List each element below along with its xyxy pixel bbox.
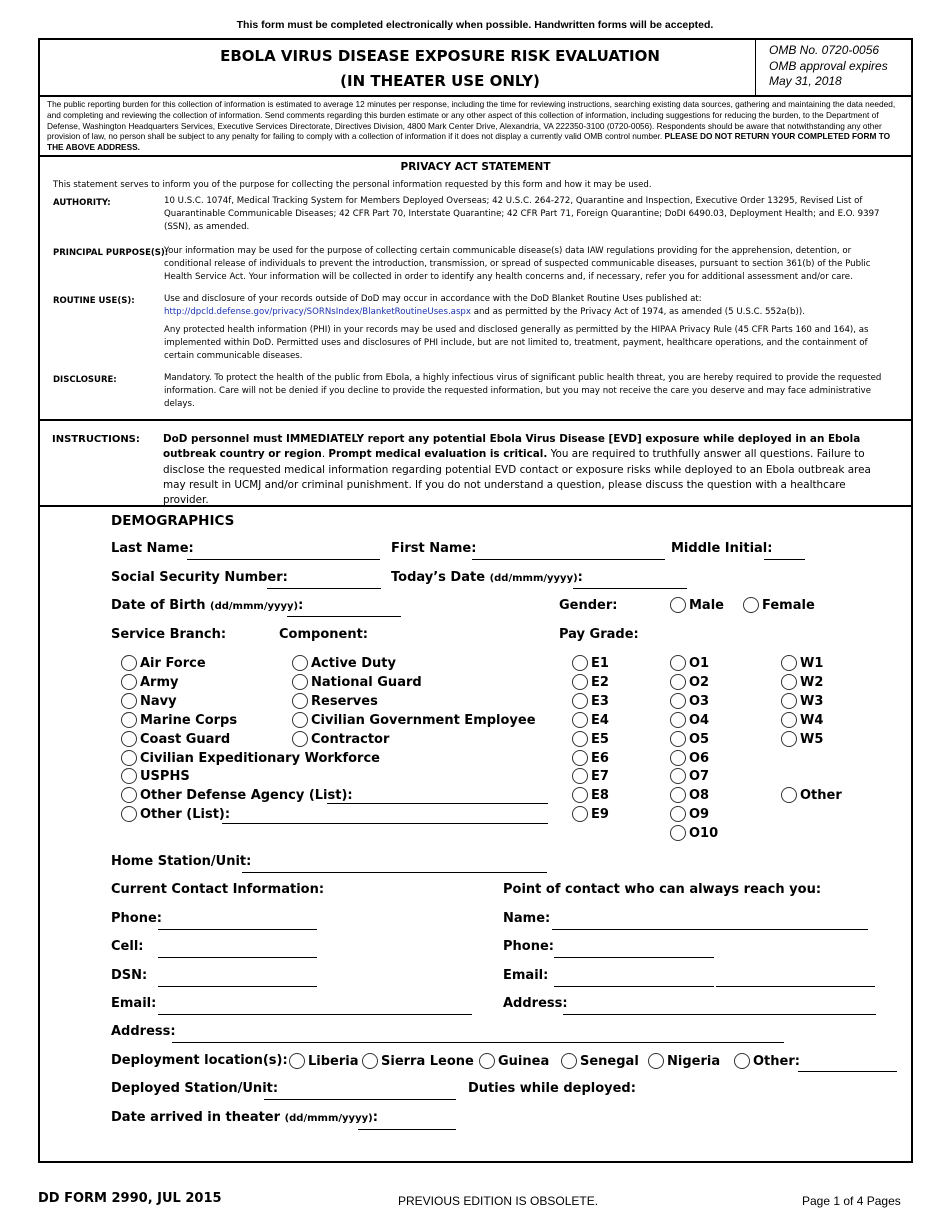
component-item-label: Reserves xyxy=(311,693,378,709)
ssn-label: Social Security Number: xyxy=(111,570,288,585)
component-radio[interactable] xyxy=(292,693,308,709)
demographics-divider xyxy=(38,505,913,507)
todays-date-label xyxy=(391,570,583,585)
branch-option[interactable] xyxy=(121,731,230,747)
instructions-label: INSTRUCTIONS: xyxy=(52,434,140,445)
middle-initial-input[interactable] xyxy=(764,559,805,560)
branch-label: Navy xyxy=(140,693,177,709)
poc-name-label: Name: xyxy=(503,911,551,926)
omb-number: OMB No. 0720-0056 xyxy=(769,43,880,57)
cell-input[interactable] xyxy=(158,957,317,958)
component-option[interactable] xyxy=(292,712,536,728)
location-radio[interactable] xyxy=(289,1053,305,1069)
omb-date: May 31, 2018 xyxy=(769,74,842,88)
grade-o-option[interactable] xyxy=(670,750,709,766)
poc-phone-input[interactable] xyxy=(554,957,714,958)
dob-colon: : xyxy=(298,598,304,613)
grade-radio[interactable] xyxy=(572,768,588,784)
component-radio[interactable] xyxy=(292,655,308,671)
poc-address-label: Address: xyxy=(503,996,568,1011)
component-item-label: Civilian Government Employee xyxy=(311,712,536,728)
grade-radio[interactable] xyxy=(572,806,588,822)
branch-radio[interactable] xyxy=(121,731,137,747)
branch-option[interactable] xyxy=(121,750,380,766)
location-option[interactable] xyxy=(479,1053,549,1069)
privacy-title: PRIVACY ACT STATEMENT xyxy=(400,161,551,173)
grade-e-option[interactable] xyxy=(572,693,609,709)
authority-label: AUTHORITY: xyxy=(53,198,111,208)
location-label: Senegal xyxy=(580,1053,639,1069)
grade-e-option[interactable] xyxy=(572,712,609,728)
location-label: Guinea xyxy=(498,1053,550,1069)
grade-label: W1 xyxy=(800,655,824,671)
branch-radio[interactable] xyxy=(121,806,137,822)
grade-label: O10 xyxy=(689,825,719,841)
grade-label: E9 xyxy=(591,806,609,822)
instructions-rest: You are required to truthfully answer all questions. Failure to disclose the requested medical information regarding potential EVD contact or exposure risks while deployed to an Ebola outbreak area may result in UCMJ and/or criminal punishment. If you do not understand a question, please discuss the question with a healthcare provider. xyxy=(163,448,871,507)
component-item-label: Active Duty xyxy=(311,655,396,671)
grade-o-option[interactable] xyxy=(670,768,709,784)
component-item-label: National Guard xyxy=(311,674,422,690)
grade-label: O4 xyxy=(689,712,710,728)
location-radio[interactable] xyxy=(648,1053,664,1069)
grade-radio[interactable] xyxy=(670,806,686,822)
routine-text-1: Use and disclosure of your records outside of DoD may occur in accordance with the DoD Blanket Routine Uses published at: xyxy=(164,294,702,304)
omb-approval: OMB approval expires xyxy=(769,58,888,73)
grade-label: O3 xyxy=(689,693,710,709)
branch-label: Marine Corps xyxy=(140,712,238,728)
dob-text: Date of Birth xyxy=(111,598,206,613)
routine-text xyxy=(164,293,889,319)
male-label: Male xyxy=(689,597,724,613)
instructions-divider xyxy=(38,419,913,421)
obsolete-notice: PREVIOUS EDITION IS OBSOLETE. xyxy=(398,1194,599,1208)
grade-o-option[interactable] xyxy=(670,806,709,822)
grade-label: O7 xyxy=(689,768,710,784)
grade-radio[interactable] xyxy=(781,712,797,728)
female-label: Female xyxy=(762,597,815,613)
poc-email-label: Email: xyxy=(503,968,549,983)
privacy-divider xyxy=(38,155,913,157)
page-number: Page 1 of 4 Pages xyxy=(802,1194,901,1208)
grade-radio[interactable] xyxy=(572,655,588,671)
grade-radio[interactable] xyxy=(781,693,797,709)
grade-label: W4 xyxy=(800,712,824,728)
location-label: Liberia xyxy=(308,1053,359,1069)
gender-label: Gender: xyxy=(559,598,618,613)
email-input[interactable] xyxy=(158,1014,472,1015)
form-title: EBOLA VIRUS DISEASE EXPOSURE RISK EVALUATION xyxy=(220,47,660,65)
dsn-input[interactable] xyxy=(158,986,317,987)
instructions-bold-1: DoD personnel must IMMEDIATELY report any potential Ebola Virus Disease [EVD] exposure while deployed in an Ebola outbreak country or region xyxy=(163,433,861,461)
location-label: Other: xyxy=(753,1053,800,1069)
branch-option[interactable] xyxy=(121,806,230,822)
top-note: This form must be completed electronically when possible. Handwritten forms will be accepted. xyxy=(236,19,714,31)
grade-label: E5 xyxy=(591,731,609,747)
grade-o-option[interactable] xyxy=(670,731,709,747)
grade-radio[interactable] xyxy=(670,750,686,766)
privacy-intro: This statement serves to inform you of the purpose for collecting the personal information requested by this form and how it may be used. xyxy=(53,180,652,190)
grade-radio[interactable] xyxy=(670,787,686,803)
disclosure-text: Mandatory. To protect the health of the public from Ebola, a highly infectious virus of significant public health threat, you are hereby required to provide the requested information. Care will not be denied if you decline to provide the requested information, but you may not receive the care you deserve and may face administrative delays. xyxy=(164,373,882,410)
grade-radio[interactable] xyxy=(572,750,588,766)
component-radio[interactable] xyxy=(292,731,308,747)
dob-format: (dd/mmm/yyyy) xyxy=(210,601,299,612)
grade-o-option[interactable] xyxy=(670,674,709,690)
grade-o-option[interactable] xyxy=(670,712,709,728)
location-option[interactable] xyxy=(561,1053,639,1069)
date-arrived-label xyxy=(111,1110,378,1125)
pay-grade-label: Pay Grade: xyxy=(559,627,639,642)
grade-e-option[interactable] xyxy=(572,674,609,690)
poc-phone-label: Phone: xyxy=(503,939,554,954)
branch-option[interactable] xyxy=(121,674,179,690)
grade-label: W2 xyxy=(800,674,824,690)
grade-radio[interactable] xyxy=(572,693,588,709)
other-defense-agency-input[interactable] xyxy=(327,803,548,804)
gender-female-option[interactable] xyxy=(743,597,815,613)
middle-initial-label: Middle Initial: xyxy=(671,541,773,556)
instructions-text xyxy=(163,432,883,508)
home-station-label: Home Station/Unit: xyxy=(111,854,252,869)
header-divider xyxy=(38,95,913,97)
grade-w-option[interactable] xyxy=(781,712,823,728)
grade-label: O1 xyxy=(689,655,710,671)
component-option[interactable] xyxy=(292,693,378,709)
demographics-title: DEMOGRAPHICS xyxy=(111,513,235,529)
branch-option[interactable] xyxy=(121,787,353,803)
other-branch-input[interactable] xyxy=(222,823,548,824)
grade-radio[interactable] xyxy=(670,655,686,671)
grade-w-option[interactable] xyxy=(781,674,823,690)
location-radio[interactable] xyxy=(479,1053,495,1069)
grade-other-label: Other xyxy=(800,787,842,803)
home-station-input[interactable] xyxy=(242,872,547,873)
branch-radio[interactable] xyxy=(121,787,137,803)
branch-radio[interactable] xyxy=(121,768,137,784)
last-name-label: Last Name: xyxy=(111,541,194,556)
grade-radio[interactable] xyxy=(670,731,686,747)
grade-e-option[interactable] xyxy=(572,768,609,784)
location-option[interactable] xyxy=(289,1053,359,1069)
grade-radio[interactable] xyxy=(572,731,588,747)
poc-email-input-1[interactable] xyxy=(554,986,714,987)
grade-label: E6 xyxy=(591,750,609,766)
routine-label: ROUTINE USE(S): xyxy=(53,296,135,306)
grade-other-radio[interactable] xyxy=(781,787,797,803)
component-option[interactable] xyxy=(292,731,389,747)
todays-date-input[interactable] xyxy=(573,588,687,589)
first-name-input[interactable] xyxy=(472,559,665,560)
grade-radio[interactable] xyxy=(781,731,797,747)
grade-e-option[interactable] xyxy=(572,731,609,747)
address-label: Address: xyxy=(111,1024,176,1039)
instructions-sep: . xyxy=(321,448,329,461)
grade-radio[interactable] xyxy=(670,674,686,690)
component-radio[interactable] xyxy=(292,712,308,728)
burden-emphasis: PLEASE DO NOT RETURN YOUR COMPLETED FORM TO THE ABOVE ADDRESS. xyxy=(47,131,891,153)
todays-date-colon: : xyxy=(577,570,583,585)
omb-info xyxy=(769,43,888,90)
grade-label: O6 xyxy=(689,750,710,766)
branch-option[interactable] xyxy=(121,712,237,728)
grade-label: W5 xyxy=(800,731,824,747)
grade-label: W3 xyxy=(800,693,824,709)
poc-address-input[interactable] xyxy=(563,1014,876,1015)
grade-radio[interactable] xyxy=(781,655,797,671)
grade-radio[interactable] xyxy=(670,712,686,728)
branch-label: Other (List): xyxy=(140,806,231,822)
grade-radio[interactable] xyxy=(572,712,588,728)
branch-label: USPHS xyxy=(140,768,190,784)
grade-other-option[interactable] xyxy=(781,787,842,803)
deployment-location-label: Deployment location(s): xyxy=(111,1053,288,1068)
male-radio[interactable] xyxy=(670,597,686,613)
female-radio[interactable] xyxy=(743,597,759,613)
branch-radio[interactable] xyxy=(121,750,137,766)
branch-label: Army xyxy=(140,674,179,690)
grade-w-option[interactable] xyxy=(781,693,823,709)
grade-label: E7 xyxy=(591,768,609,784)
grade-e-option[interactable] xyxy=(572,750,609,766)
location-other-input[interactable] xyxy=(798,1071,897,1072)
ssn-input[interactable] xyxy=(267,588,381,589)
branch-label: Civilian Expeditionary Workforce xyxy=(140,750,380,766)
branch-option[interactable] xyxy=(121,655,206,671)
grade-radio[interactable] xyxy=(670,768,686,784)
gender-male-option[interactable] xyxy=(670,597,724,613)
dob-label xyxy=(111,598,303,613)
address-input[interactable] xyxy=(172,1042,784,1043)
component-label: Component: xyxy=(279,627,368,642)
grade-label: E3 xyxy=(591,693,609,709)
grade-o-option[interactable] xyxy=(670,787,709,803)
grade-o-option[interactable] xyxy=(670,693,709,709)
instructions-bold-2: Prompt medical evaluation is critical. xyxy=(328,448,548,461)
grade-label: O8 xyxy=(689,787,710,803)
grade-label: E4 xyxy=(591,712,609,728)
grade-radio[interactable] xyxy=(572,674,588,690)
grade-w-option[interactable] xyxy=(781,731,823,747)
routine-uses-link[interactable]: http://dpcld.defense.gov/privacy/SORNsIndex/BlanketRoutineUses.aspx xyxy=(164,307,471,318)
last-name-input[interactable] xyxy=(187,559,380,560)
date-arrived-text: Date arrived in theater xyxy=(111,1110,281,1125)
poc-name-input[interactable] xyxy=(552,929,868,930)
dsn-label: DSN: xyxy=(111,968,148,983)
location-radio[interactable] xyxy=(734,1053,750,1069)
component-radio[interactable] xyxy=(292,674,308,690)
branch-option[interactable] xyxy=(121,693,177,709)
burden-text: The public reporting burden for this collection of information is estimated to average 12 minutes per response, including the time for reviewing instructions, searching existing data sources, gathering and maintaining the data needed, and completing and reviewing the collection of information. Send comments regarding this burden estimate or any other aspect of this collection of information, including suggestions for reducing the burden, to the Department of Defense, Washington Headquarters Services, Executive Services Directorate, Directives Division, 4800 Mark Center Drive, Alexandria, VA 222350-3100 (0720-0056). Respondents should be aware that notwithstanding any other provision of law, no person shall be subject to any penalty for failing to comply with a collection of information if it does not display a currently valid OMB control number. xyxy=(47,99,896,142)
grade-label: E1 xyxy=(591,655,609,671)
phone-label: Phone: xyxy=(111,911,162,926)
authority-text: 10 U.S.C. 1074f, Medical Tracking System for Members Deployed Overseas; 42 U.S.C. 264-272, Quarantine and Inspection, Executive Order 13295, Revised List of Quarantinable Communicable Diseases; 42 CFR Part 70, Interstate Quarantine; 42 CFR Part 71, Foreign Quarantine; DoDI 6490.03, Deployment Health; and E.O. 9397 (SSN), as amended. xyxy=(164,196,880,233)
grade-e-option[interactable] xyxy=(572,806,609,822)
grade-label: O2 xyxy=(689,674,710,690)
burden-statement xyxy=(47,99,897,153)
grade-o-option[interactable] xyxy=(670,825,718,841)
grade-o-option[interactable] xyxy=(670,655,709,671)
poc-email-input-2[interactable] xyxy=(716,986,875,987)
cell-label: Cell: xyxy=(111,939,144,954)
location-option[interactable] xyxy=(362,1053,474,1069)
location-label: Nigeria xyxy=(667,1053,721,1069)
poc-label: Point of contact who can always reach you: xyxy=(503,882,822,897)
todays-date-text: Today’s Date xyxy=(391,570,486,585)
phone-input[interactable] xyxy=(158,929,317,930)
grade-label: O9 xyxy=(689,806,710,822)
todays-date-format: (dd/mmm/yyyy) xyxy=(489,573,578,584)
service-branch-label: Service Branch: xyxy=(111,627,227,642)
disclosure-label: DISCLOSURE: xyxy=(53,375,117,385)
branch-radio[interactable] xyxy=(121,712,137,728)
date-arrived-format: (dd/mmm/yyyy) xyxy=(284,1113,373,1124)
branch-option[interactable] xyxy=(121,768,190,784)
grade-radio[interactable] xyxy=(670,693,686,709)
routine-text-1b: and as permitted by the Privacy Act of 1974, as amended (5 U.S.C. 552a(b)). xyxy=(470,307,805,318)
branch-label: Coast Guard xyxy=(140,731,231,747)
routine-text-2: Any protected health information (PHI) in your records may be used and disclosed generally as permitted by the HIPAA Privacy Rule (45 CFR Parts 160 and 164), as implemented within DoD. Permitted uses and disclosures of PHI include, but are not limited to, treatment, payment, healthcare operations, and the containment of certain communicable diseases. xyxy=(164,325,869,362)
form-subtitle: (IN THEATER USE ONLY) xyxy=(340,72,540,90)
branch-label: Air Force xyxy=(140,655,206,671)
date-arrived-input[interactable] xyxy=(358,1129,456,1130)
location-other-option[interactable] xyxy=(734,1053,800,1069)
deployed-station-label: Deployed Station/Unit: xyxy=(111,1081,279,1096)
first-name-label: First Name: xyxy=(391,541,477,556)
form-number: DD FORM 2990, JUL 2015 xyxy=(38,1191,222,1206)
component-item-label: Contractor xyxy=(311,731,390,747)
dob-input[interactable] xyxy=(287,616,401,617)
grade-radio[interactable] xyxy=(572,787,588,803)
grade-label: O5 xyxy=(689,731,710,747)
deployed-station-input[interactable] xyxy=(264,1099,456,1100)
branch-label: Other Defense Agency (List): xyxy=(140,787,353,803)
purpose-text: Your information may be used for the purpose of collecting certain communicable disease(s) data IAW regulations providing for the apprehension, detention, or conditional release of individuals to prevent the introduction, transmission, or spread of suspected communicable diseases, pursuant to section 361(b) of the Public Health Service Act. Your information will be collected in order to identify any health concerns and, if necessary, refer you for additional assessment and/or care. xyxy=(164,246,871,283)
component-option[interactable] xyxy=(292,655,396,671)
grade-radio[interactable] xyxy=(670,825,686,841)
component-option[interactable] xyxy=(292,674,422,690)
grade-w-option[interactable] xyxy=(781,655,823,671)
purpose-label: PRINCIPAL PURPOSE(S): xyxy=(53,248,169,258)
branch-radio[interactable] xyxy=(121,655,137,671)
location-radio[interactable] xyxy=(362,1053,378,1069)
location-label: Sierra Leone xyxy=(381,1053,474,1069)
location-radio[interactable] xyxy=(561,1053,577,1069)
grade-label: E8 xyxy=(591,787,609,803)
grade-e-option[interactable] xyxy=(572,655,609,671)
grade-label: E2 xyxy=(591,674,609,690)
email-label: Email: xyxy=(111,996,157,1011)
branch-radio[interactable] xyxy=(121,693,137,709)
grade-e-option[interactable] xyxy=(572,787,609,803)
grade-radio[interactable] xyxy=(781,674,797,690)
current-contact-label: Current Contact Information: xyxy=(111,882,325,897)
date-arrived-colon: : xyxy=(372,1110,378,1125)
duties-label: Duties while deployed: xyxy=(468,1081,636,1096)
location-option[interactable] xyxy=(648,1053,720,1069)
branch-radio[interactable] xyxy=(121,674,137,690)
